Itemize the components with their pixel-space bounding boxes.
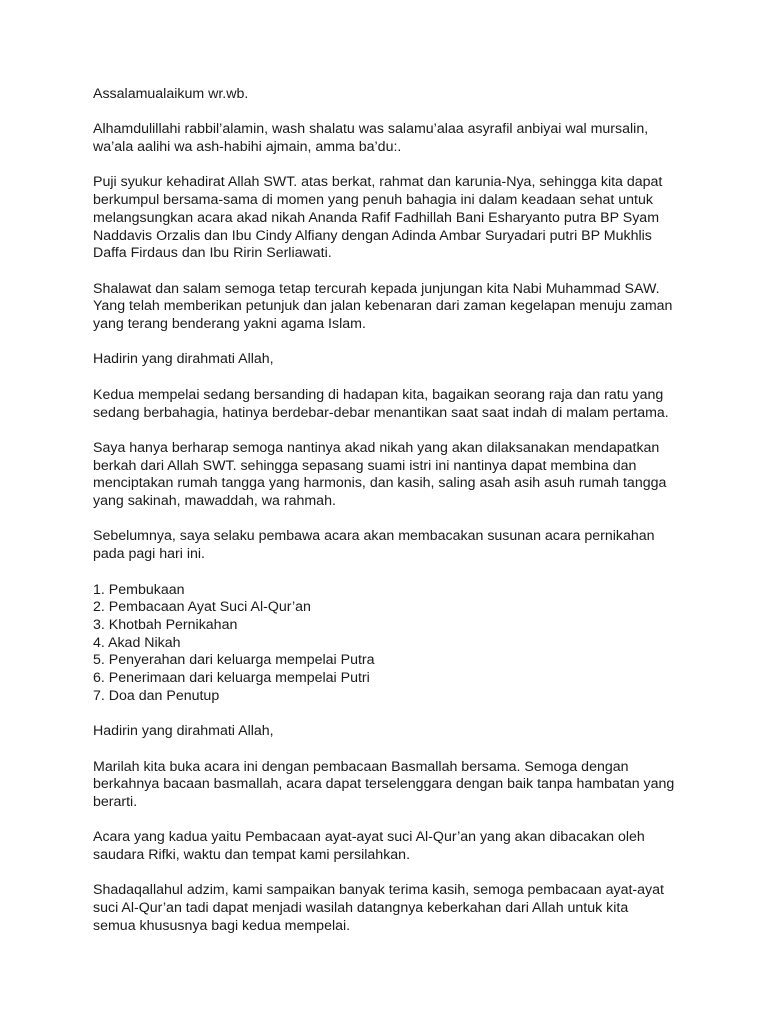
text-line: semua khususnya bagi kedua mempelai. [93,917,351,934]
text-line: saudara Rifki, waktu dan tempat kami persilahkan. [93,847,411,864]
text-line: Hadirin yang dirahmati Allah, [93,723,274,740]
text-line: berkumpul bersama-sama di momen yang penuh bahagia ini dalam keadaan sehat untuk [93,192,653,209]
gratitude-paragraph [93,174,693,263]
text-line: sedang berbahagia, hatinya berdebar-debar menantikan saat saat indah di malam pertama. [93,404,669,421]
text-line: Marilah kita buka acara ini dengan pembacaan Basmallah bersama. Semoga dengan [93,758,629,775]
hope-paragraph [93,440,693,511]
text-line: Assalamualaikum wr.wb. [93,86,249,102]
text-line: berarti. [93,793,138,810]
text-line: wa’ala aalihi wa ash-habihi ajmain, amma ba’du:. [93,139,402,156]
text-line: berkah dari Allah SWT. sehingga sepasang suami istri ini nantinya dapat membina dan [93,457,637,474]
agenda-item: 4. Akad Nikah [93,634,181,651]
agenda-item: 3. Khotbah Pernikahan [93,616,238,633]
agenda-item: 5. Penyerahan dari keluarga mempelai Putra [93,652,375,669]
agenda-item: 2. Pembacaan Ayat Suci Al-Qur’an [93,599,311,616]
text-line: Shadaqallahul adzim, kami sampaikan banyak terima kasih, semoga pembacaan ayat-ayat [93,882,664,899]
text-line: suci Al-Qur’an tadi dapat menjadi wasilah datangnya keberkahan dari Allah untuk kita [93,900,629,917]
text-line: yang terang benderang yakni agama Islam. [93,316,366,333]
address-paragraph-2 [93,723,693,741]
opening-paragraph [93,121,693,156]
greeting-paragraph [93,86,693,104]
agenda-list [93,582,693,706]
shalawat-paragraph [93,281,693,334]
text-line: Hadirin yang dirahmati Allah, [93,351,274,368]
text-line: menciptakan rumah tangga yang harmonis, dan kasih, saling asah asih asuh rumah tangga [93,475,667,492]
couple-paragraph [93,387,693,422]
text-line: pada pagi hari ini. [93,546,206,563]
agenda-item: 6. Penerimaan dari keluarga mempelai Putri [93,670,370,687]
text-line: Yang telah memberikan petunjuk dan jalan kebenaran dari zaman kegelapan menuju zaman [93,298,673,315]
text-line: Acara yang kadua yaitu Pembacaan ayat-ayat suci Al-Qur’an yang akan dibacakan oleh [93,829,645,846]
agenda-item: 1. Pembukaan [93,581,185,598]
address-paragraph-1 [93,351,693,369]
document-page [93,86,693,953]
text-line: Puji syukur kehadirat Allah SWT. atas berkat, rahmat dan karunia-Nya, sehingga kita dapat [93,174,663,191]
text-line: Alhamdulillahi rabbil’alamin, wash shalatu was salamu’alaa asyrafil anbiyai wal mursalin, [93,121,649,138]
quran-reading-paragraph [93,829,693,864]
agenda-item: 7. Doa dan Penutup [93,687,220,704]
text-line: Naddavis Orzalis dan Ibu Cindy Alfiany dengan Adinda Ambar Suryadari putri BP Mukhlis [93,227,652,244]
agenda-intro-paragraph [93,528,693,563]
basmallah-paragraph [93,759,693,812]
text-line: Saya hanya berharap semoga nantinya akad nikah yang akan dilaksanakan mendapatkan [93,439,660,456]
text-line: yang sakinah, mawaddah, wa rahmah. [93,493,336,510]
text-line: berkahnya bacaan basmallah, acara dapat terselenggara dengan baik tanpa hambatan yang [93,776,675,793]
text-line: Sebelumnya, saya selaku pembawa acara akan membacakan susunan acara pernikahan [93,528,655,545]
text-line: Daffa Firdaus dan Ibu Ririn Serliawati. [93,245,332,262]
text-line: Kedua mempelai sedang bersanding di hadapan kita, bagaikan seorang raja dan ratu yang [93,386,664,403]
text-line: Shalawat dan salam semoga tetap tercurah kepada junjungan kita Nabi Muhammad SAW. [93,280,660,297]
closing-quran-paragraph [93,882,693,935]
text-line: melangsungkan acara akad nikah Ananda Rafif Fadhillah Bani Esharyanto putra BP Syam [93,209,660,226]
